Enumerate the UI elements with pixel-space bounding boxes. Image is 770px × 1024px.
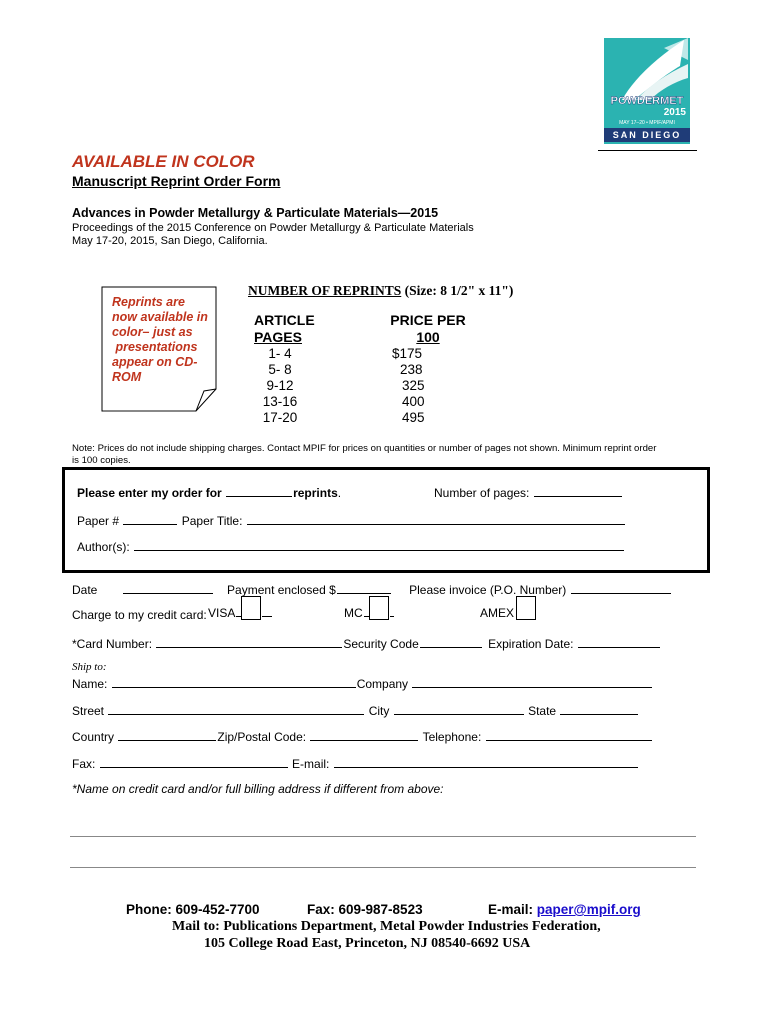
logo-year: 2015 <box>663 107 686 118</box>
paper-num-label: Paper # <box>77 514 120 528</box>
note-line: presentations <box>112 340 198 354</box>
card-number-field[interactable] <box>156 635 342 648</box>
price-note-line1: Note: Prices do not include shipping charges. Contact MPIF for prices on quantities or number of pages not shown. Minimum reprint order <box>72 443 657 454</box>
country-field[interactable] <box>118 728 216 741</box>
city-field[interactable] <box>394 702 524 715</box>
pages-cell: 1- 4 <box>268 346 292 361</box>
name-row <box>72 675 653 691</box>
date-field[interactable] <box>123 581 213 594</box>
fax-row <box>72 755 639 771</box>
col-article-header <box>254 312 315 346</box>
form-title: Manuscript Reprint Order Form <box>72 173 281 189</box>
name-field[interactable] <box>112 675 356 688</box>
available-in-color: AVAILABLE IN COLOR <box>72 152 255 171</box>
logo-underline <box>598 150 697 151</box>
num-pages-field[interactable] <box>534 484 622 497</box>
security-code-label: Security Code <box>343 637 419 651</box>
price-cell: 400 <box>402 394 425 409</box>
expiration-field[interactable] <box>578 635 660 648</box>
telephone-field[interactable] <box>486 728 652 741</box>
mc-checkbox[interactable] <box>369 596 389 620</box>
name-label: Name: <box>72 677 108 691</box>
powdermet-logo <box>604 38 690 144</box>
street-field[interactable] <box>108 702 364 715</box>
proceedings-line: Proceedings of the 2015 Conference on Powder Metallurgy & Particulate Materials <box>72 222 474 234</box>
invoice-label: Please invoice (P.O. Number) <box>409 583 567 597</box>
payment-enclosed-label: Payment enclosed $ <box>227 583 336 597</box>
price-cell: $175 <box>392 346 423 361</box>
num-pages-label: Number of pages: <box>434 486 530 500</box>
col-price-line1: PRICE PER <box>390 312 466 328</box>
reprints-label: reprints <box>293 486 338 500</box>
price-cell: 238 <box>400 362 423 377</box>
price-cell: 495 <box>402 410 425 425</box>
amex-option[interactable] <box>480 596 536 620</box>
enter-order-label: Please enter my order for <box>77 486 222 500</box>
reprint-quantity-field[interactable] <box>226 484 292 497</box>
pages-cell: 17-20 <box>262 410 298 425</box>
num-pages-row <box>434 484 623 500</box>
table-row <box>250 378 450 394</box>
card-row <box>72 635 661 651</box>
table-row <box>250 394 450 410</box>
note-line: now available in <box>112 310 208 324</box>
street-row <box>72 702 639 718</box>
authors-row <box>77 538 625 554</box>
company-field[interactable] <box>412 675 652 688</box>
fax-label: Fax: <box>72 757 96 771</box>
col-price-line2: 100 <box>416 329 440 345</box>
payment-amount-field[interactable] <box>337 581 391 594</box>
note-line: ROM <box>112 370 142 384</box>
card-number-label: *Card Number: <box>72 637 153 651</box>
note-line: Reprints are <box>112 295 185 309</box>
paper-title-label: Paper Title: <box>181 514 243 528</box>
expiration-label: Expiration Date: <box>488 637 574 651</box>
pricing-heading <box>248 283 513 299</box>
zip-field[interactable] <box>310 728 418 741</box>
book-title: Advances in Powder Metallurgy & Particulate Materials—2015 <box>72 206 439 220</box>
state-field[interactable] <box>560 702 638 715</box>
authors-field[interactable] <box>134 538 624 551</box>
logo-city: SAN DIEGO <box>604 128 690 142</box>
pages-cell: 9-12 <box>266 378 294 393</box>
mail-address: 105 College Road East, Princeton, NJ 08540-6692 USA <box>204 936 531 951</box>
state-label: State <box>528 704 557 718</box>
amex-label: AMEX <box>480 606 515 620</box>
ship-to-label: Ship to: <box>72 661 107 673</box>
company-label: Company <box>356 677 409 691</box>
col-price-header <box>388 312 468 346</box>
billing-note: *Name on credit card and/or full billing address if different from above: <box>72 782 444 796</box>
note-card-text <box>112 295 208 385</box>
table-row <box>250 362 450 378</box>
footer-phone: Phone: 609-452-7700 <box>126 902 260 917</box>
po-number-field[interactable] <box>571 581 671 594</box>
logo-name: POWDERMET <box>610 95 684 107</box>
paper-title-field[interactable] <box>247 512 625 525</box>
street-label: Street <box>72 704 105 718</box>
email-field[interactable] <box>334 755 638 768</box>
telephone-label: Telephone: <box>422 730 482 744</box>
note-line: appear on CD- <box>112 355 198 369</box>
email-link[interactable]: paper@mpif.org <box>536 902 641 917</box>
paper-row <box>77 512 626 528</box>
authors-label: Author(s): <box>77 540 130 554</box>
billing-line-1[interactable] <box>70 836 696 837</box>
country-row <box>72 728 653 744</box>
visa-label: VISA <box>208 606 236 620</box>
mc-label: MC <box>344 606 363 620</box>
table-row <box>250 410 450 426</box>
security-code-field[interactable] <box>420 635 482 648</box>
visa-checkbox[interactable] <box>241 596 261 620</box>
pages-cell: 5- 8 <box>268 362 292 377</box>
fax-field[interactable] <box>100 755 288 768</box>
note-line: color– just as <box>112 325 193 339</box>
amex-checkbox[interactable] <box>516 596 536 620</box>
date-label: Date <box>72 583 98 597</box>
visa-option[interactable] <box>208 596 273 620</box>
order-line: Please enter my order for reprints. <box>77 486 342 500</box>
logo-dates: MAY 17–20 • MPIF/APMI <box>619 120 675 126</box>
email-label: E-mail: <box>292 757 330 771</box>
price-note-line2: is 100 copies. <box>72 455 131 466</box>
mail-to: Mail to: Publications Department, Metal Powder Industries Federation, <box>172 919 601 934</box>
col-article-line2: PAGES <box>254 329 302 345</box>
footer-email-label: E-mail: <box>488 902 534 917</box>
pricing-heading-bold: NUMBER OF REPRINTS <box>248 283 402 298</box>
pages-cell: 13-16 <box>262 394 298 409</box>
date-row <box>72 581 712 597</box>
footer-email <box>488 902 641 917</box>
price-note <box>72 443 712 467</box>
city-label: City <box>368 704 390 718</box>
charge-label: Charge to my credit card: <box>72 608 207 622</box>
price-table <box>250 346 450 426</box>
country-label: Country <box>72 730 115 744</box>
mc-option[interactable] <box>344 596 395 620</box>
zip-label: Zip/Postal Code: <box>217 730 307 744</box>
billing-line-2[interactable] <box>70 867 696 868</box>
footer-fax: Fax: 609-987-8523 <box>307 902 423 917</box>
paper-num-field[interactable] <box>123 512 177 525</box>
pricing-heading-size: (Size: 8 1/2" x 11") <box>404 283 514 298</box>
dates-location: May 17-20, 2015, San Diego, California. <box>72 235 268 247</box>
table-row <box>250 346 450 362</box>
col-article-line1: ARTICLE <box>254 312 315 328</box>
price-cell: 325 <box>402 378 425 393</box>
